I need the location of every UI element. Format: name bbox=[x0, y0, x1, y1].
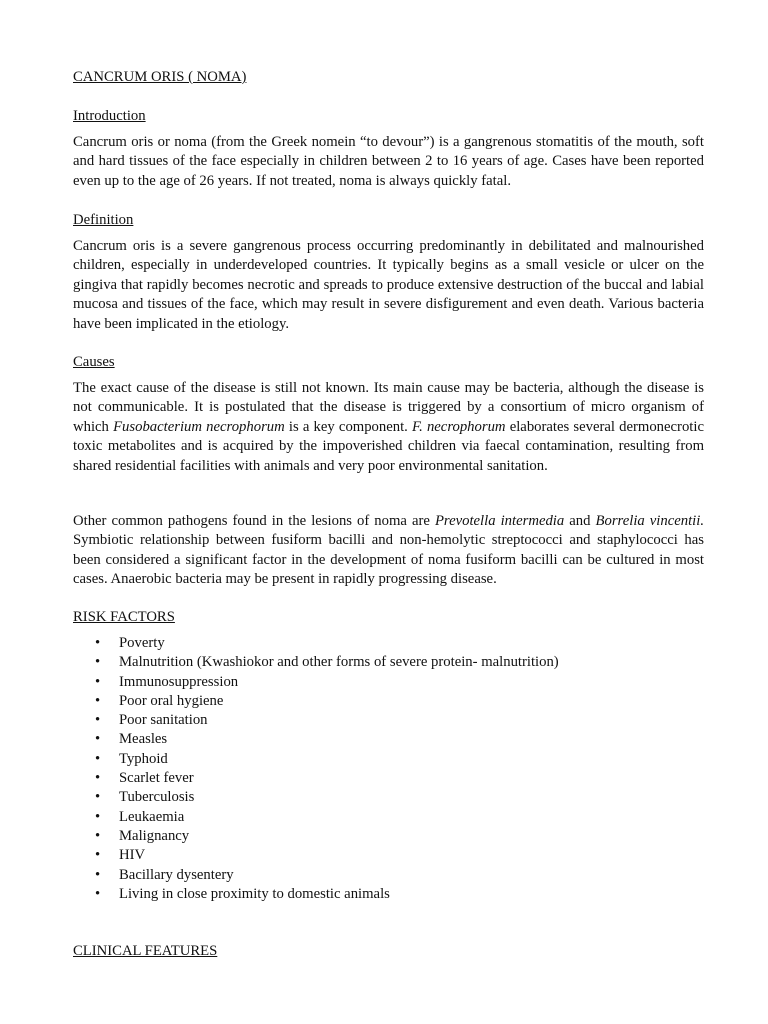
definition-heading: Definition bbox=[73, 212, 134, 228]
causes-text-b: is a key component. bbox=[284, 418, 413, 435]
bullet-icon: • bbox=[95, 731, 101, 748]
definition-paragraph: Cancrum oris is a severe gangrenous process occurring predominantly in debilitated and malnourished children, especially in underdeveloped countries. It typically begins as a small vesicle or ulcer on the gingiva that rapidly becomes necrotic and spreads to produce extensive destruction of the buccal and labial mucosa and tissues of the face, which may result in severe disfigurement and even death. Various bacteria have been implicated in the etiology. bbox=[73, 238, 704, 332]
bullet-icon: • bbox=[95, 770, 101, 787]
pathogens-text-a: Other common pathogens found in the lesions of noma are bbox=[73, 513, 435, 529]
list-item: • Living in close proximity to domestic animals bbox=[73, 885, 704, 904]
list-item: • Leukaemia bbox=[73, 808, 704, 827]
list-item: • Measles bbox=[73, 730, 704, 749]
bullet-icon: • bbox=[95, 673, 101, 690]
bullet-icon: • bbox=[95, 885, 101, 902]
causes-paragraph-1 bbox=[73, 379, 704, 476]
bullet-icon: • bbox=[95, 808, 101, 825]
list-item: • Poor oral hygiene bbox=[73, 692, 704, 711]
pathogens-text-b: and bbox=[564, 513, 596, 529]
risk-factors-list bbox=[73, 634, 704, 904]
bullet-icon: • bbox=[95, 712, 101, 729]
list-item: • Immunosuppression bbox=[73, 673, 704, 692]
causes-text-a: The exact cause of the disease is still not known. Its main cause may be bacteria, although the disease is not communicable. It is postulated that the disease is triggered by a consortium of micro organism of which bbox=[73, 380, 704, 435]
causes-species-f-necrophorum: F. necrophorum bbox=[412, 418, 506, 435]
list-item: • Malnutrition (Kwashiokor and other forms of severe protein- malnutrition) bbox=[73, 653, 704, 672]
bullet-icon: • bbox=[95, 827, 101, 844]
bullet-icon: • bbox=[95, 866, 101, 883]
list-item: • Malignancy bbox=[73, 827, 704, 846]
bullet-icon: • bbox=[95, 654, 101, 671]
list-item: • Tuberculosis bbox=[73, 788, 704, 807]
causes-species-fusobacterium: Fusobacterium necrophorum bbox=[113, 418, 285, 435]
list-item: • Bacillary dysentery bbox=[73, 866, 704, 885]
causes-heading: Causes bbox=[73, 354, 115, 370]
document-title: CANCRUM ORIS ( NOMA) bbox=[73, 69, 247, 85]
bullet-icon: • bbox=[95, 847, 101, 864]
list-item: • Scarlet fever bbox=[73, 769, 704, 788]
list-item: • Typhoid bbox=[73, 750, 704, 769]
bullet-icon: • bbox=[95, 789, 101, 806]
bullet-icon: • bbox=[95, 635, 101, 651]
bullet-icon: • bbox=[95, 692, 101, 709]
list-item: • Poverty bbox=[73, 634, 704, 653]
pathogens-species-borrelia: Borrelia vincentii. bbox=[595, 513, 705, 529]
introduction-heading: Introduction bbox=[73, 108, 146, 124]
pathogens-species-prevotella: Prevotella intermedia bbox=[434, 513, 565, 529]
causes-text-c: elaborates several dermonecrotic toxic metabolites and is acquired by the impoverished children via faecal contamination, resulting from shared residential facilities with animals and very poor environmental sanitation. bbox=[73, 418, 704, 474]
bullet-icon: • bbox=[95, 750, 101, 767]
list-item: • Poor sanitation bbox=[73, 711, 704, 730]
pathogens-text-c: Symbiotic relationship between fusiform bacilli and non-hemolytic streptococci and staphylococci has been considered a significant factor in the development of noma fusiform bacilli can be cultured in most cases. Anaerobic bacteria may be present in rapidly progressing disease. bbox=[73, 532, 704, 588]
list-item: • HIV bbox=[73, 846, 704, 865]
risk-factors-heading: RISK FACTORS bbox=[73, 609, 175, 625]
clinical-features-heading: CLINICAL FEATURES bbox=[73, 943, 218, 959]
introduction-paragraph: Cancrum oris or noma (from the Greek nomein “to devour”) is a gangrenous stomatitis of the mouth, soft and hard tissues of the face especially in children between 2 to 16 years of age. Cases have been reported even up to the age of 26 years. If not treated, noma is always quickly fatal. bbox=[73, 134, 704, 189]
causes-paragraph-2 bbox=[73, 512, 704, 590]
